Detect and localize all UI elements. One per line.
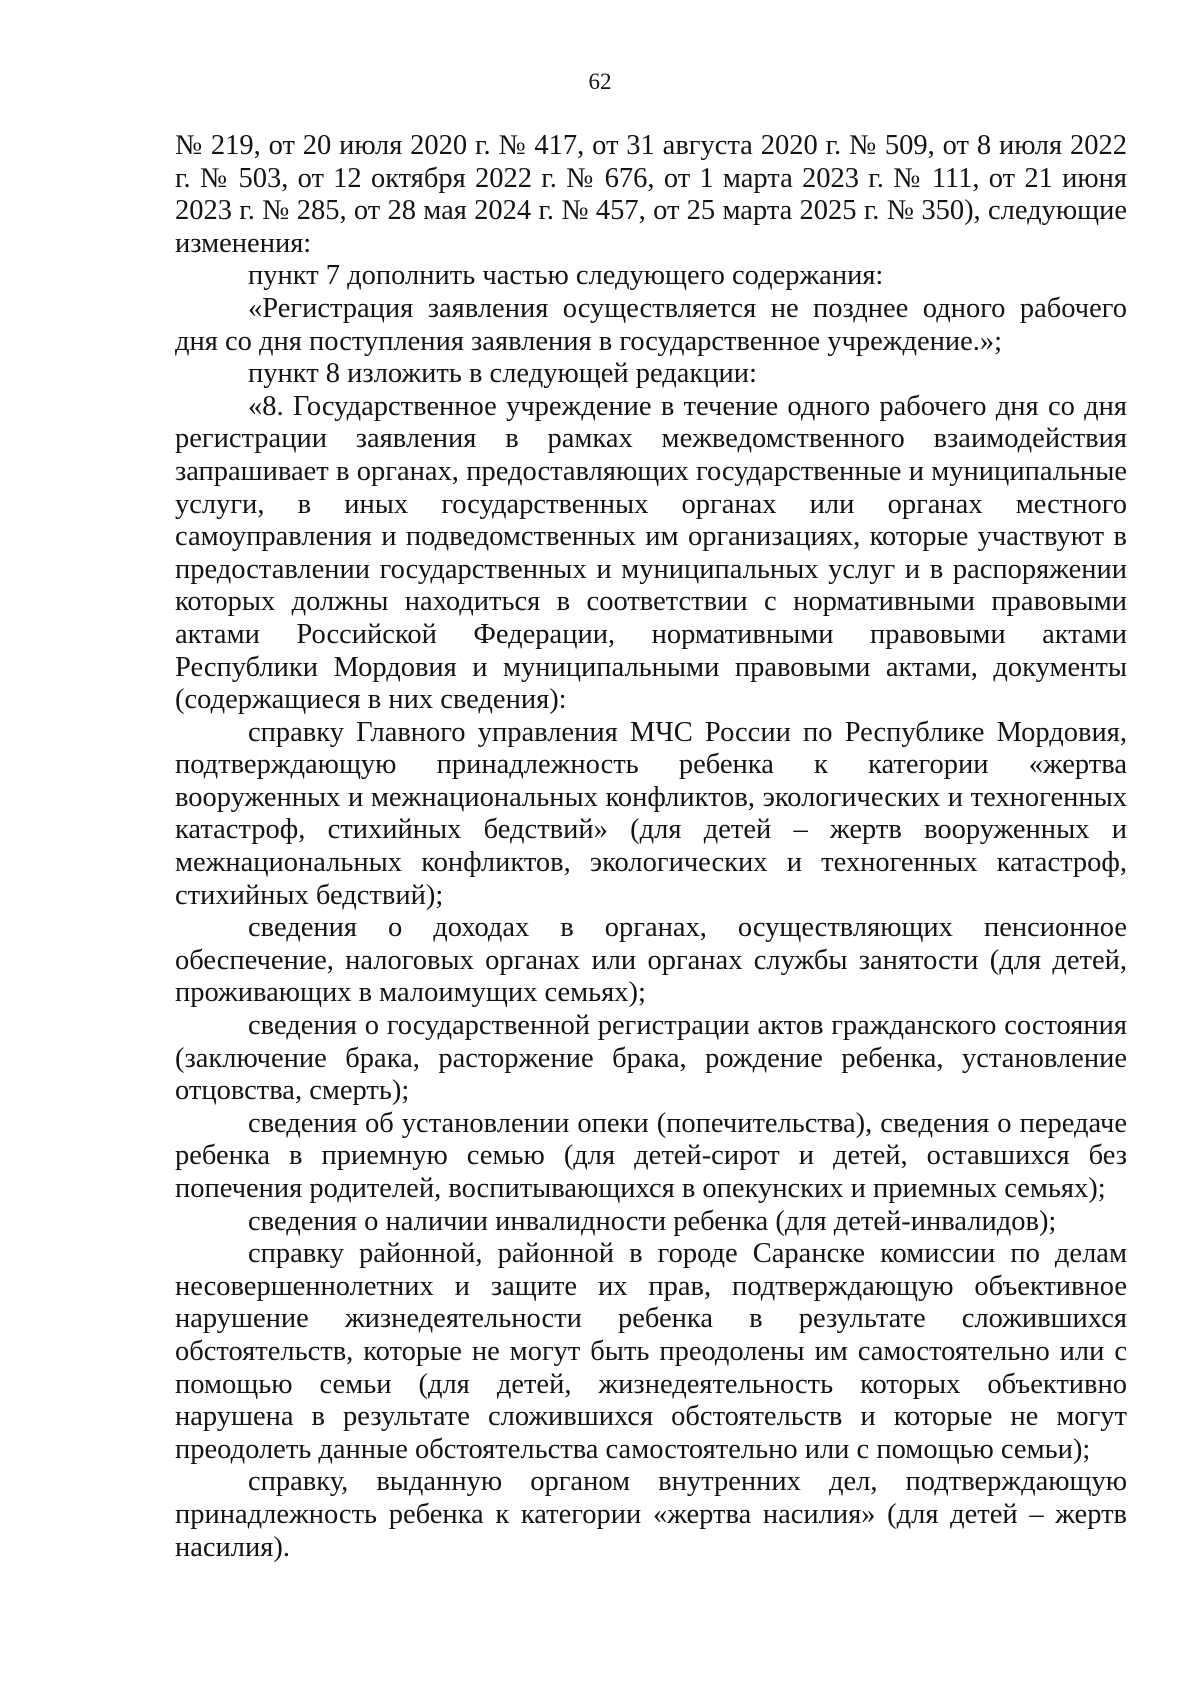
paragraph-amendment-references: № 219, от 20 июля 2020 г. № 417, от 31 августа 2020 г. № 509, от 8 июля 2022 г. № 503, от 12 октября 2022 г. № 676, от 1 марта 2023 г. № 111, от 21 июня 2023 г. № 285, от 28 мая 2024 г. № 457, от 25 марта 2025 г. № 350), следующие изменения: bbox=[175, 130, 1127, 259]
list-item-income-information: сведения о доходах в органах, осуществляющих пенсионное обеспечение, налоговых органах или органах службы занятости (для детей, проживающих в малоимущих семьях); bbox=[175, 912, 1127, 1009]
list-item-disability-information: сведения о наличии инвалидности ребенка (для детей-инвалидов); bbox=[248, 1205, 1057, 1237]
paragraph-point-8-text: «8. Государственное учреждение в течение одного рабочего дня со дня регистрации заявления в рамках межведомственного взаимодействия запрашивает в органах, предоставляющих государственные и муниципальные услуги, в иных государственных органах или органах местного самоуправления и подведомственных им организациях, которые участвуют в предоставлении государственных и муниципальных услуг и в распоряжении которых должны находиться в соответствии с нормативными правовыми актами Российской Федерации, нормативными правовыми актами Республики Мордовия и муниципальными правовыми актами, документы (содержащиеся в них сведения): bbox=[175, 390, 1127, 716]
document-body bbox=[175, 130, 1127, 1564]
paragraph-point-7-instruction: пункт 7 дополнить частью следующего содержания: bbox=[248, 260, 884, 292]
list-item-guardianship-information: сведения об установлении опеки (попечительства), сведения о передаче ребенка в приемную семью (для детей-сирот и детей, оставшихся без попечения родителей, воспитывающихся в опекунских и приемных семьях); bbox=[175, 1107, 1127, 1204]
list-item-commission-certificate: справку районной, районной в городе Саранске комиссии по делам несовершеннолетних и защите их прав, подтверждающую объективное нарушение жизнедеятельности ребенка в результате сложившихся обстоятельств, которые не могут быть преодолены им самостоятельно или с помощью семьи (для детей, жизнедеятельность которых объективно нарушена в результате сложившихся обстоятельств и которые не могут преодолеть данные обстоятельства самостоятельно или с помощью семьи); bbox=[175, 1238, 1127, 1465]
paragraph-registration-deadline: «Регистрация заявления осуществляется не позднее одного рабочего дня со дня поступления заявления в государственное учреждение.»; bbox=[175, 292, 1127, 357]
list-item-civil-status-records: сведения о государственной регистрации актов гражданского состояния (заключение брака, расторжение брака, рождение ребенка, установление отцовства, смерть); bbox=[175, 1010, 1127, 1107]
paragraph-point-8-instruction: пункт 8 изложить в следующей редакции: bbox=[248, 358, 757, 390]
list-item-mchs-certificate: справку Главного управления МЧС России по Республике Мордовия, подтверждающую принадлежность ребенка к категории «жертва вооруженных и межнациональных конфликтов, экологических и техногенных катастроф, стихийных бедствий» (для детей – жертв вооруженных и межнациональных конфликтов, экологических и техногенных катастроф, стихийных бедствий); bbox=[175, 716, 1127, 911]
page-number: 62 bbox=[588, 69, 612, 94]
list-item-police-certificate: справку, выданную органом внутренних дел, подтверждающую принадлежность ребенка к категории «жертва насилия» (для детей – жертв насилия). bbox=[175, 1466, 1127, 1563]
